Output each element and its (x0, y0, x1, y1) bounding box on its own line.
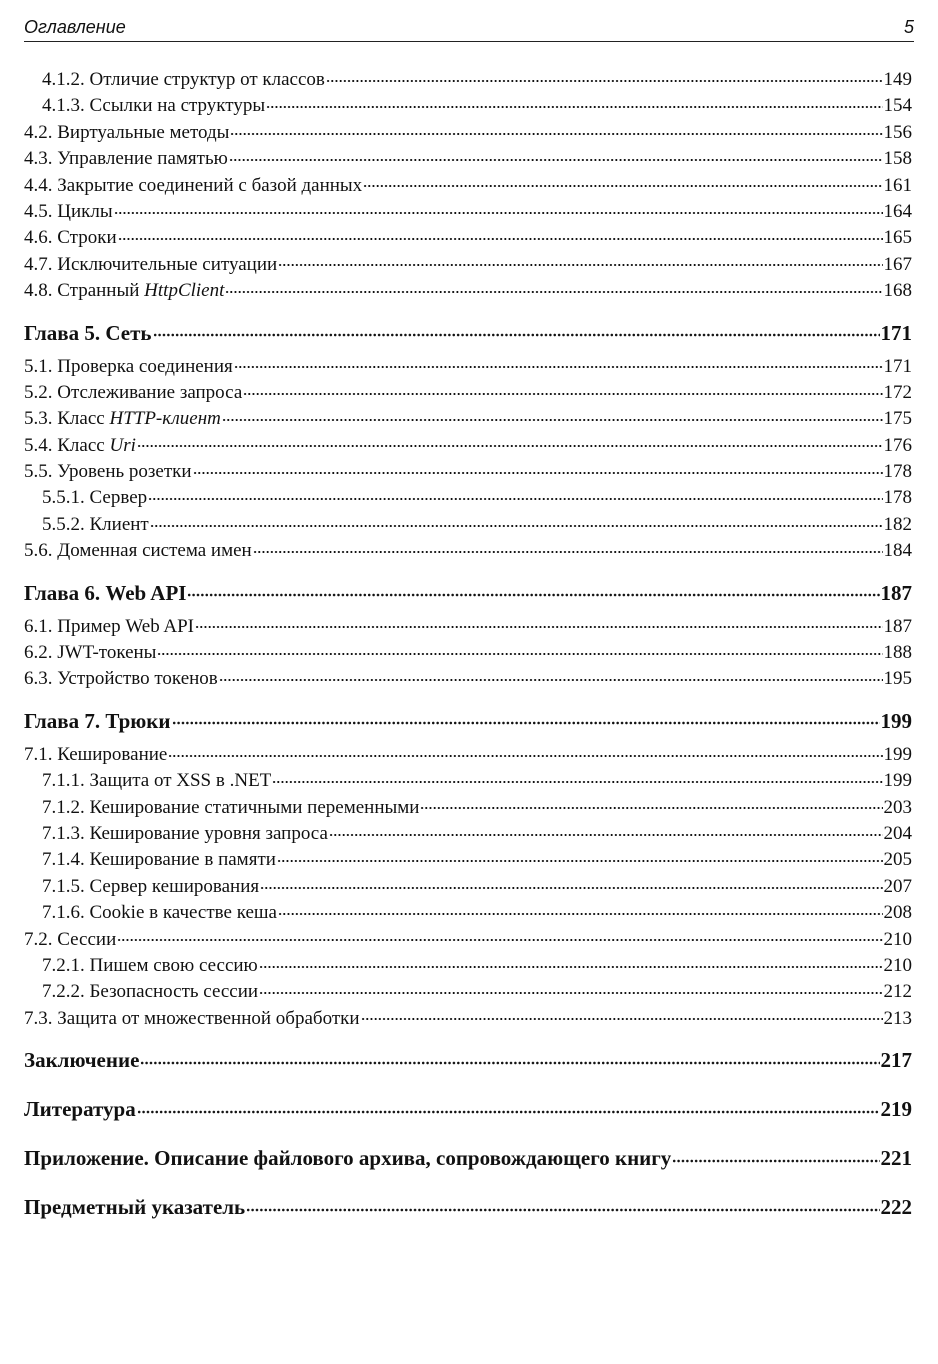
toc-entry[interactable]: 4.6. Строки 165 (24, 224, 912, 250)
toc-chapter[interactable]: Глава 5. Сеть 171 (24, 320, 912, 345)
leader-dots (259, 952, 883, 971)
leader-dots (118, 224, 883, 243)
toc-entry[interactable]: 4.3. Управление памятью 158 (24, 145, 912, 171)
leader-dots (150, 511, 883, 530)
toc-entry[interactable]: 5.1. Проверка соединения 171 (24, 353, 912, 379)
toc-entry[interactable]: 5.5.2. Клиент 182 (24, 511, 912, 537)
leader-dots (278, 899, 883, 918)
toc-entry[interactable]: 4.1.2. Отличие структур от классов 149 (24, 66, 912, 92)
leader-dots (137, 1095, 880, 1116)
leader-dots (225, 277, 882, 296)
toc-entry[interactable]: 4.4. Закрытие соединений с базой данных 161 (24, 172, 912, 198)
leader-dots (187, 579, 879, 600)
leader-dots (193, 458, 883, 477)
toc-entry[interactable]: 7.1.3. Кеширование уровня запроса 204 (24, 820, 912, 846)
toc-entry[interactable]: 5.5. Уровень розетки 178 (24, 458, 912, 484)
toc-entry[interactable]: 4.8. Странный HttpClient 168 (24, 277, 912, 303)
toc-entry[interactable]: 4.1.3. Ссылки на структуры 154 (24, 92, 912, 118)
toc-chapter[interactable]: Литература 219 (24, 1097, 912, 1122)
header-section-title: Оглавление (24, 17, 126, 37)
toc-entry[interactable]: 7.1.2. Кеширование статичными переменными 203 (24, 794, 912, 820)
leader-dots (117, 926, 882, 945)
toc-entry[interactable]: 5.5.1. Сервер 178 (24, 484, 912, 510)
leader-dots (168, 741, 882, 760)
leader-dots (363, 172, 882, 191)
toc-chapter[interactable]: Предметный указатель 222 (24, 1195, 912, 1220)
toc-entry[interactable]: 7.3. Защита от множественной обработки 213 (24, 1005, 912, 1031)
leader-dots (234, 353, 883, 372)
toc-entry[interactable]: 6.1. Пример Web API 187 (24, 613, 912, 639)
leader-dots (243, 379, 882, 398)
leader-dots (140, 1046, 879, 1067)
toc-entry[interactable]: 7.2.2. Безопасность сессии 212 (24, 978, 912, 1004)
leader-dots (253, 537, 883, 556)
toc-entry[interactable]: 5.6. Доменная система имен 184 (24, 537, 912, 563)
toc-entry[interactable]: 7.2.1. Пишем свою сессию 210 (24, 952, 912, 978)
toc-entry[interactable]: 4.2. Виртуальные методы 156 (24, 119, 912, 145)
leader-dots (266, 92, 882, 111)
leader-dots (172, 707, 880, 728)
leader-dots (277, 846, 883, 865)
toc-entry[interactable]: 6.2. JWT-токены 188 (24, 639, 912, 665)
leader-dots (114, 198, 883, 217)
toc-chapter[interactable]: Приложение. Описание файлового архива, сопровождающего книгу 221 (24, 1146, 912, 1171)
leader-dots (278, 251, 882, 270)
leader-dots (229, 145, 883, 164)
leader-dots (230, 119, 882, 138)
toc-entry[interactable]: 4.7. Исключительные ситуации 167 (24, 251, 912, 277)
leader-dots (153, 319, 880, 340)
leader-dots (326, 66, 883, 85)
toc-entry[interactable]: 7.1.1. Защита от XSS в .NET 199 (24, 767, 912, 793)
toc-entry[interactable]: 7.1. Кеширование 199 (24, 741, 912, 767)
toc-entry[interactable]: 5.2. Отслеживание запроса 172 (24, 379, 912, 405)
table-of-contents (24, 66, 912, 1227)
running-header (24, 14, 914, 42)
header-page-number: 5 (903, 17, 914, 37)
leader-dots (260, 873, 882, 892)
leader-dots (246, 1193, 879, 1214)
leader-dots (148, 484, 882, 503)
leader-dots (272, 767, 882, 786)
toc-entry[interactable]: 6.3. Устройство токенов 195 (24, 665, 912, 691)
toc-entry[interactable]: 5.3. Класс HTTP-клиент 175 (24, 405, 912, 431)
leader-dots (259, 978, 882, 997)
toc-entry[interactable]: 4.5. Циклы 164 (24, 198, 912, 224)
leader-dots (420, 794, 882, 813)
leader-dots (137, 432, 883, 451)
toc-entry[interactable]: 5.4. Класс Uri 176 (24, 432, 912, 458)
leader-dots (222, 405, 883, 424)
toc-entry[interactable]: 7.1.5. Сервер кеширования 207 (24, 873, 912, 899)
leader-dots (195, 613, 882, 632)
toc-chapter[interactable]: Заключение 217 (24, 1048, 912, 1073)
toc-chapter[interactable]: Глава 6. Web API 187 (24, 580, 912, 605)
leader-dots (219, 665, 883, 684)
leader-dots (672, 1144, 879, 1165)
toc-chapter[interactable]: Глава 7. Трюки 199 (24, 708, 912, 733)
toc-entry[interactable]: 7.2. Сессии 210 (24, 926, 912, 952)
leader-dots (329, 820, 883, 839)
toc-entry[interactable]: 7.1.6. Cookie в качестве кеша 208 (24, 899, 912, 925)
leader-dots (157, 639, 882, 658)
toc-entry[interactable]: 7.1.4. Кеширование в памяти 205 (24, 846, 912, 872)
leader-dots (361, 1005, 883, 1024)
